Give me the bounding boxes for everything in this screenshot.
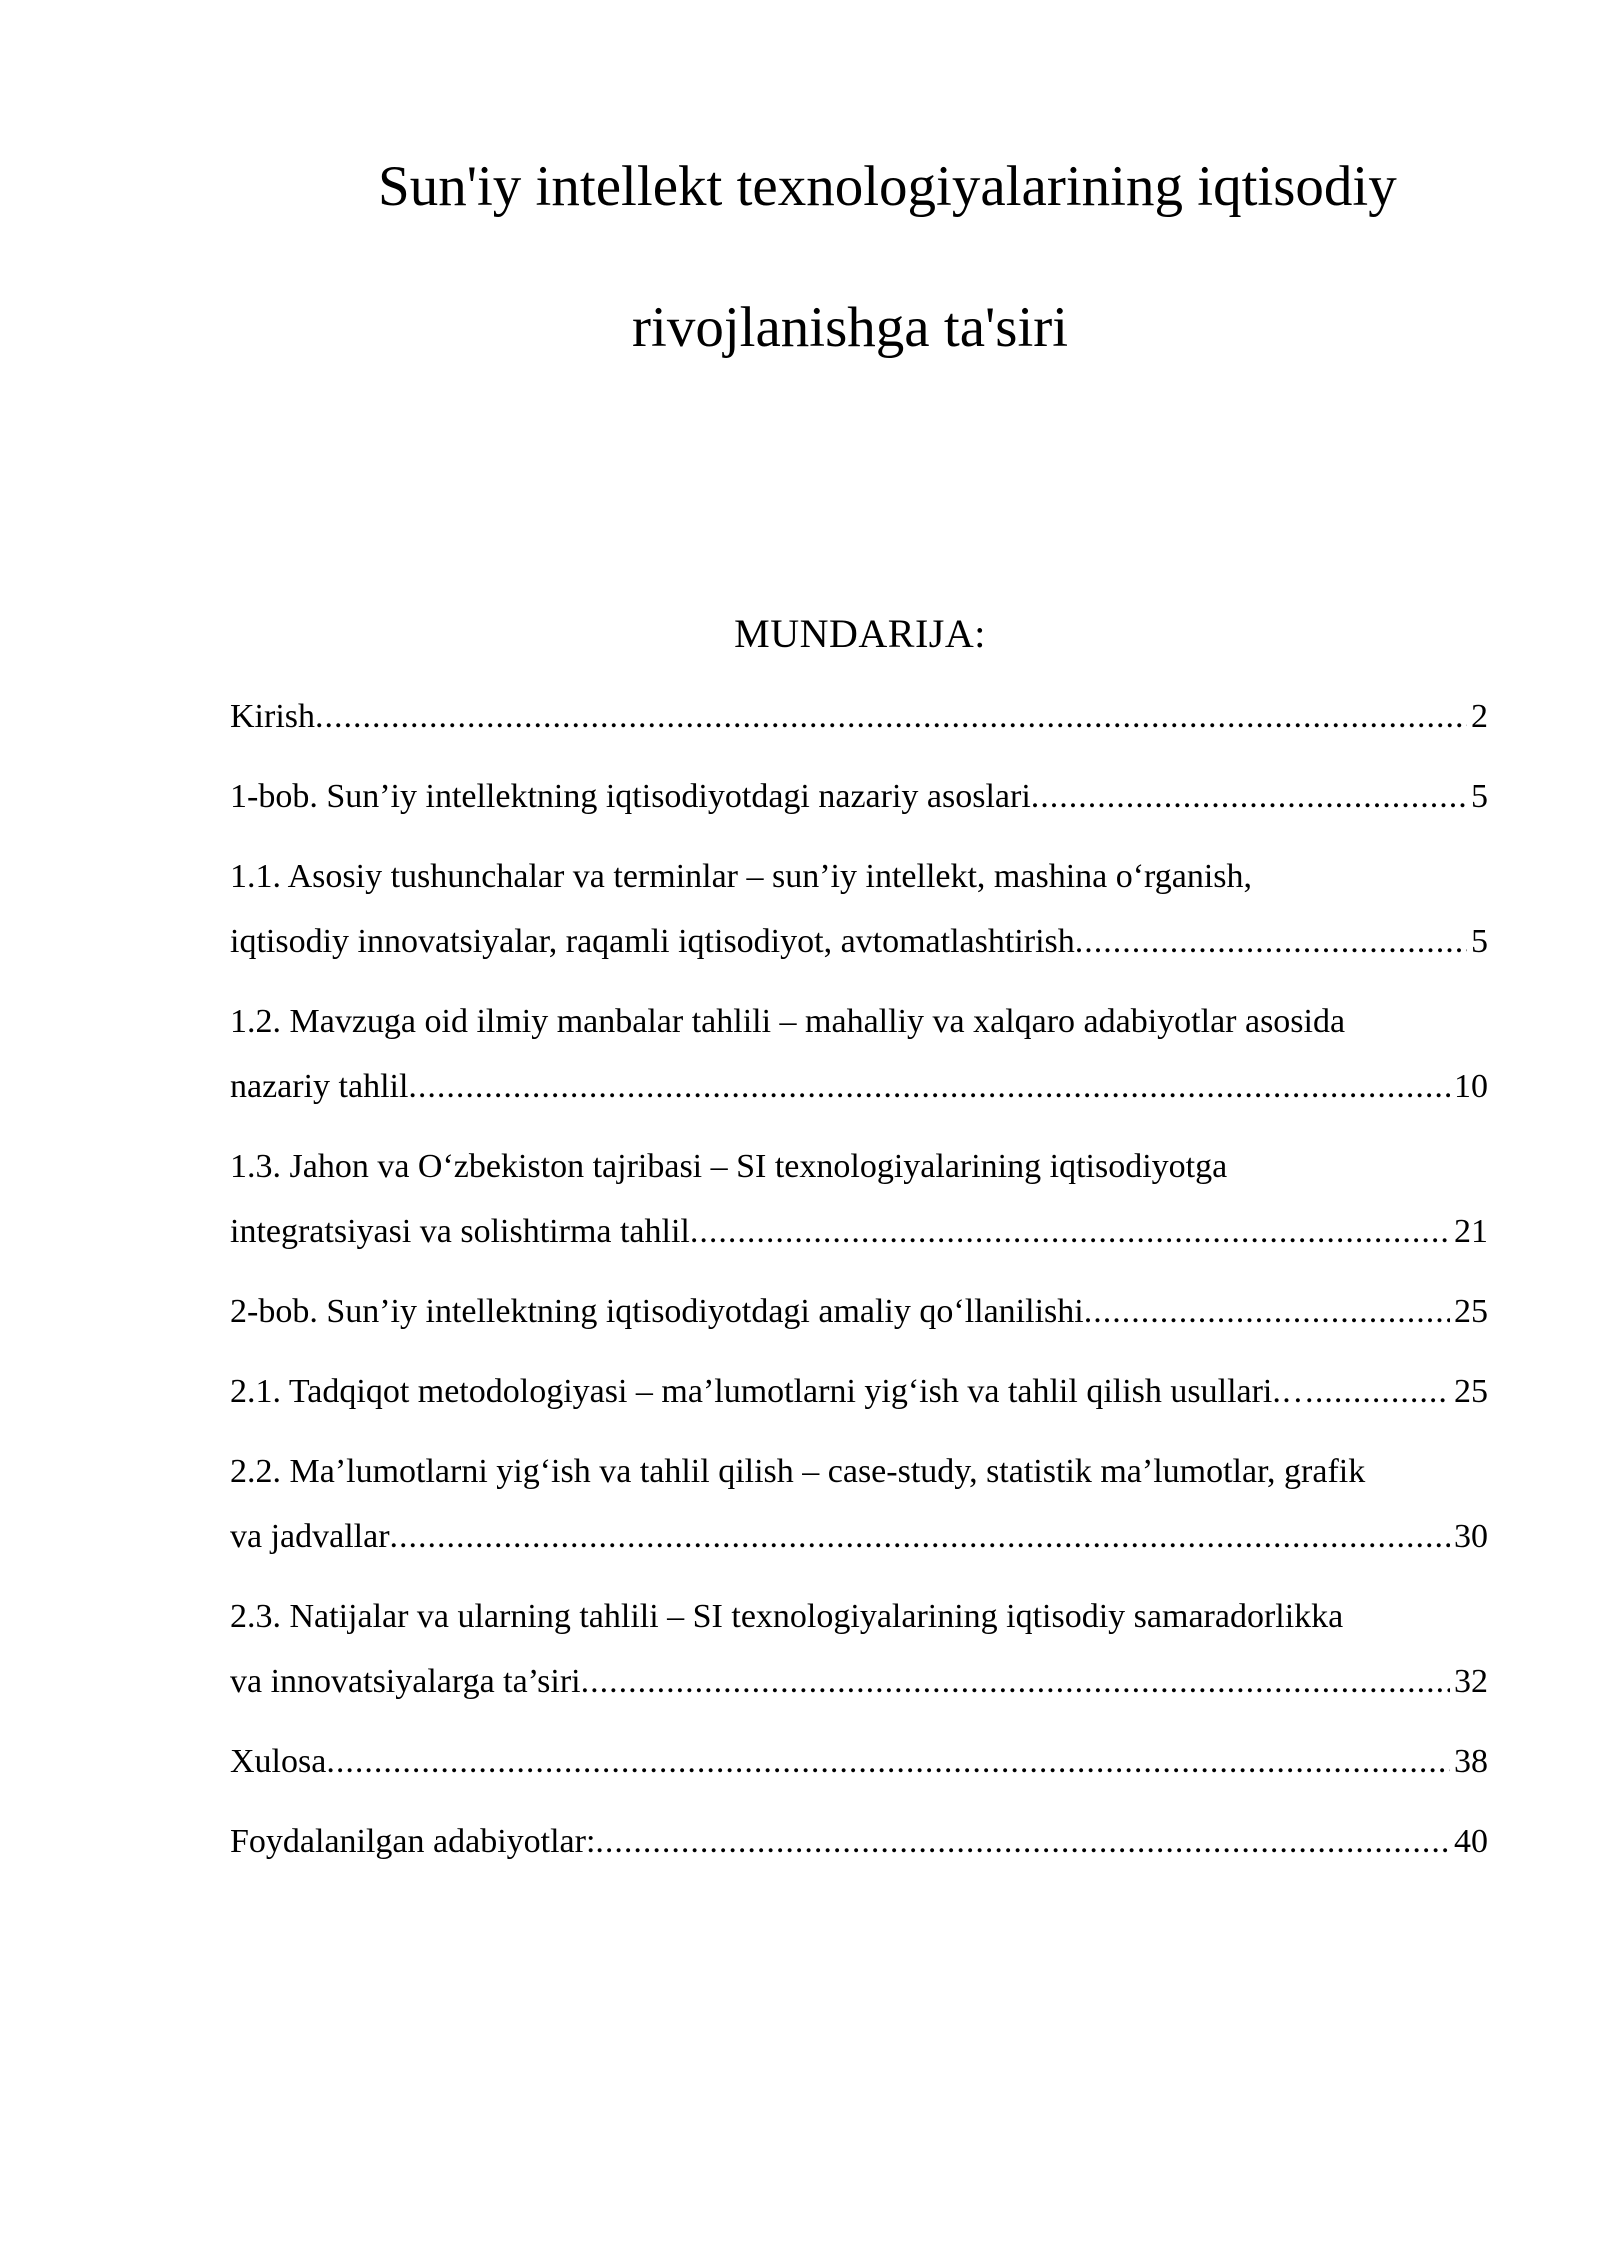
dot-leader: [326, 1729, 1450, 1794]
toc-entry-text: Kirish: [230, 698, 315, 735]
document-title-line-2: rivojlanishga ta'siri: [632, 296, 1069, 359]
toc-entry-text: Foydalanilgan adabiyotlar:: [230, 1823, 596, 1860]
toc-entry-kirish[interactable]: [230, 684, 1488, 749]
toc-entry-text: 1-bob. Sun’iy intellektning iqtisodiyotdagi nazariy asoslari: [230, 778, 1031, 815]
dot-leader: [595, 1809, 1450, 1874]
toc-page-number: 25: [1454, 1373, 1488, 1410]
toc-page-number: 10: [1454, 1068, 1488, 1105]
toc-page-number: 21: [1454, 1213, 1488, 1250]
toc-entry-section-2-2[interactable]: [230, 1439, 1488, 1569]
toc-entry-text: Xulosa: [230, 1743, 327, 1780]
dot-leader: [690, 1199, 1450, 1264]
toc-entry-text-line-1: 1.1. Asosiy tushunchalar va terminlar – sun’iy intellekt, mashina o‘rganish,: [230, 858, 1253, 895]
toc-entry-section-2-1[interactable]: [230, 1359, 1488, 1424]
dot-leader: [408, 1054, 1450, 1119]
toc-entry-text: va innovatsiyalarga ta’siri: [230, 1663, 581, 1700]
toc-entry-section-1-1[interactable]: [230, 844, 1488, 974]
toc-entry-text: integratsiyasi va solishtirma tahlil: [230, 1213, 690, 1250]
toc-entry-section-1-3[interactable]: [230, 1134, 1488, 1264]
toc-entry-xulosa[interactable]: [230, 1729, 1488, 1794]
toc-entry-chapter-2[interactable]: [230, 1279, 1488, 1344]
toc-page-number: 5: [1471, 778, 1488, 815]
toc-entry-text: nazariy tahlil: [230, 1068, 409, 1105]
dot-leader: [315, 684, 1467, 749]
toc-entry-text: iqtisodiy innovatsiyalar, raqamli iqtisodiyot, avtomatlashtirish: [230, 923, 1075, 960]
toc-entry-text-line-1: 1.2. Mavzuga oid ilmiy manbalar tahlili – mahalliy va xalqaro adabiyotlar asosida: [230, 1003, 1346, 1040]
toc-entry-section-1-2[interactable]: [230, 989, 1488, 1119]
toc-entry-text-line-1: 2.3. Natijalar va ularning tahlili – SI texnologiyalarining iqtisodiy samaradorlikka: [230, 1598, 1344, 1635]
toc-entry-text-line-1: 2.2. Ma’lumotlarni yig‘ish va tahlil qilish – case-study, statistik ma’lumotlar, grafik: [230, 1453, 1366, 1490]
toc-entry-text-line-1: 1.3. Jahon va O‘zbekiston tajribasi – SI texnologiyalarining iqtisodiyotga: [230, 1148, 1228, 1185]
toc-entry-chapter-1[interactable]: [230, 764, 1488, 829]
toc-entry-section-2-3[interactable]: [230, 1584, 1488, 1714]
toc-page-number: 40: [1454, 1823, 1488, 1860]
toc-page-number: 25: [1454, 1293, 1488, 1330]
toc-page-number: 2: [1471, 698, 1488, 735]
toc-entry-text: 2-bob. Sun’iy intellektning iqtisodiyotdagi amaliy qo‘llanilishi: [230, 1293, 1084, 1330]
toc-entry-text: va jadvallar: [230, 1518, 390, 1555]
dot-leader: [1315, 1359, 1450, 1424]
table-of-contents: [230, 684, 1488, 1889]
toc-page-number: 5: [1471, 923, 1488, 960]
document-title-line-1: Sun'iy intellekt texnologiyalarining iqtisodiy: [378, 155, 1397, 218]
toc-entry-references[interactable]: [230, 1809, 1488, 1874]
toc-page-number: 32: [1454, 1663, 1488, 1700]
dot-leader: [390, 1504, 1450, 1569]
toc-heading: MUNDARIJA:: [734, 611, 986, 656]
toc-page-number: 38: [1454, 1743, 1488, 1780]
dot-leader: [1031, 764, 1467, 829]
toc-entry-text: 2.1. Tadqiqot metodologiyasi – ma’lumotlarni yig‘ish va tahlil qilish usullari.…: [230, 1373, 1315, 1410]
dot-leader: [1084, 1279, 1450, 1344]
dot-leader: [581, 1649, 1450, 1714]
dot-leader: [1075, 909, 1467, 974]
toc-page-number: 30: [1454, 1518, 1488, 1555]
